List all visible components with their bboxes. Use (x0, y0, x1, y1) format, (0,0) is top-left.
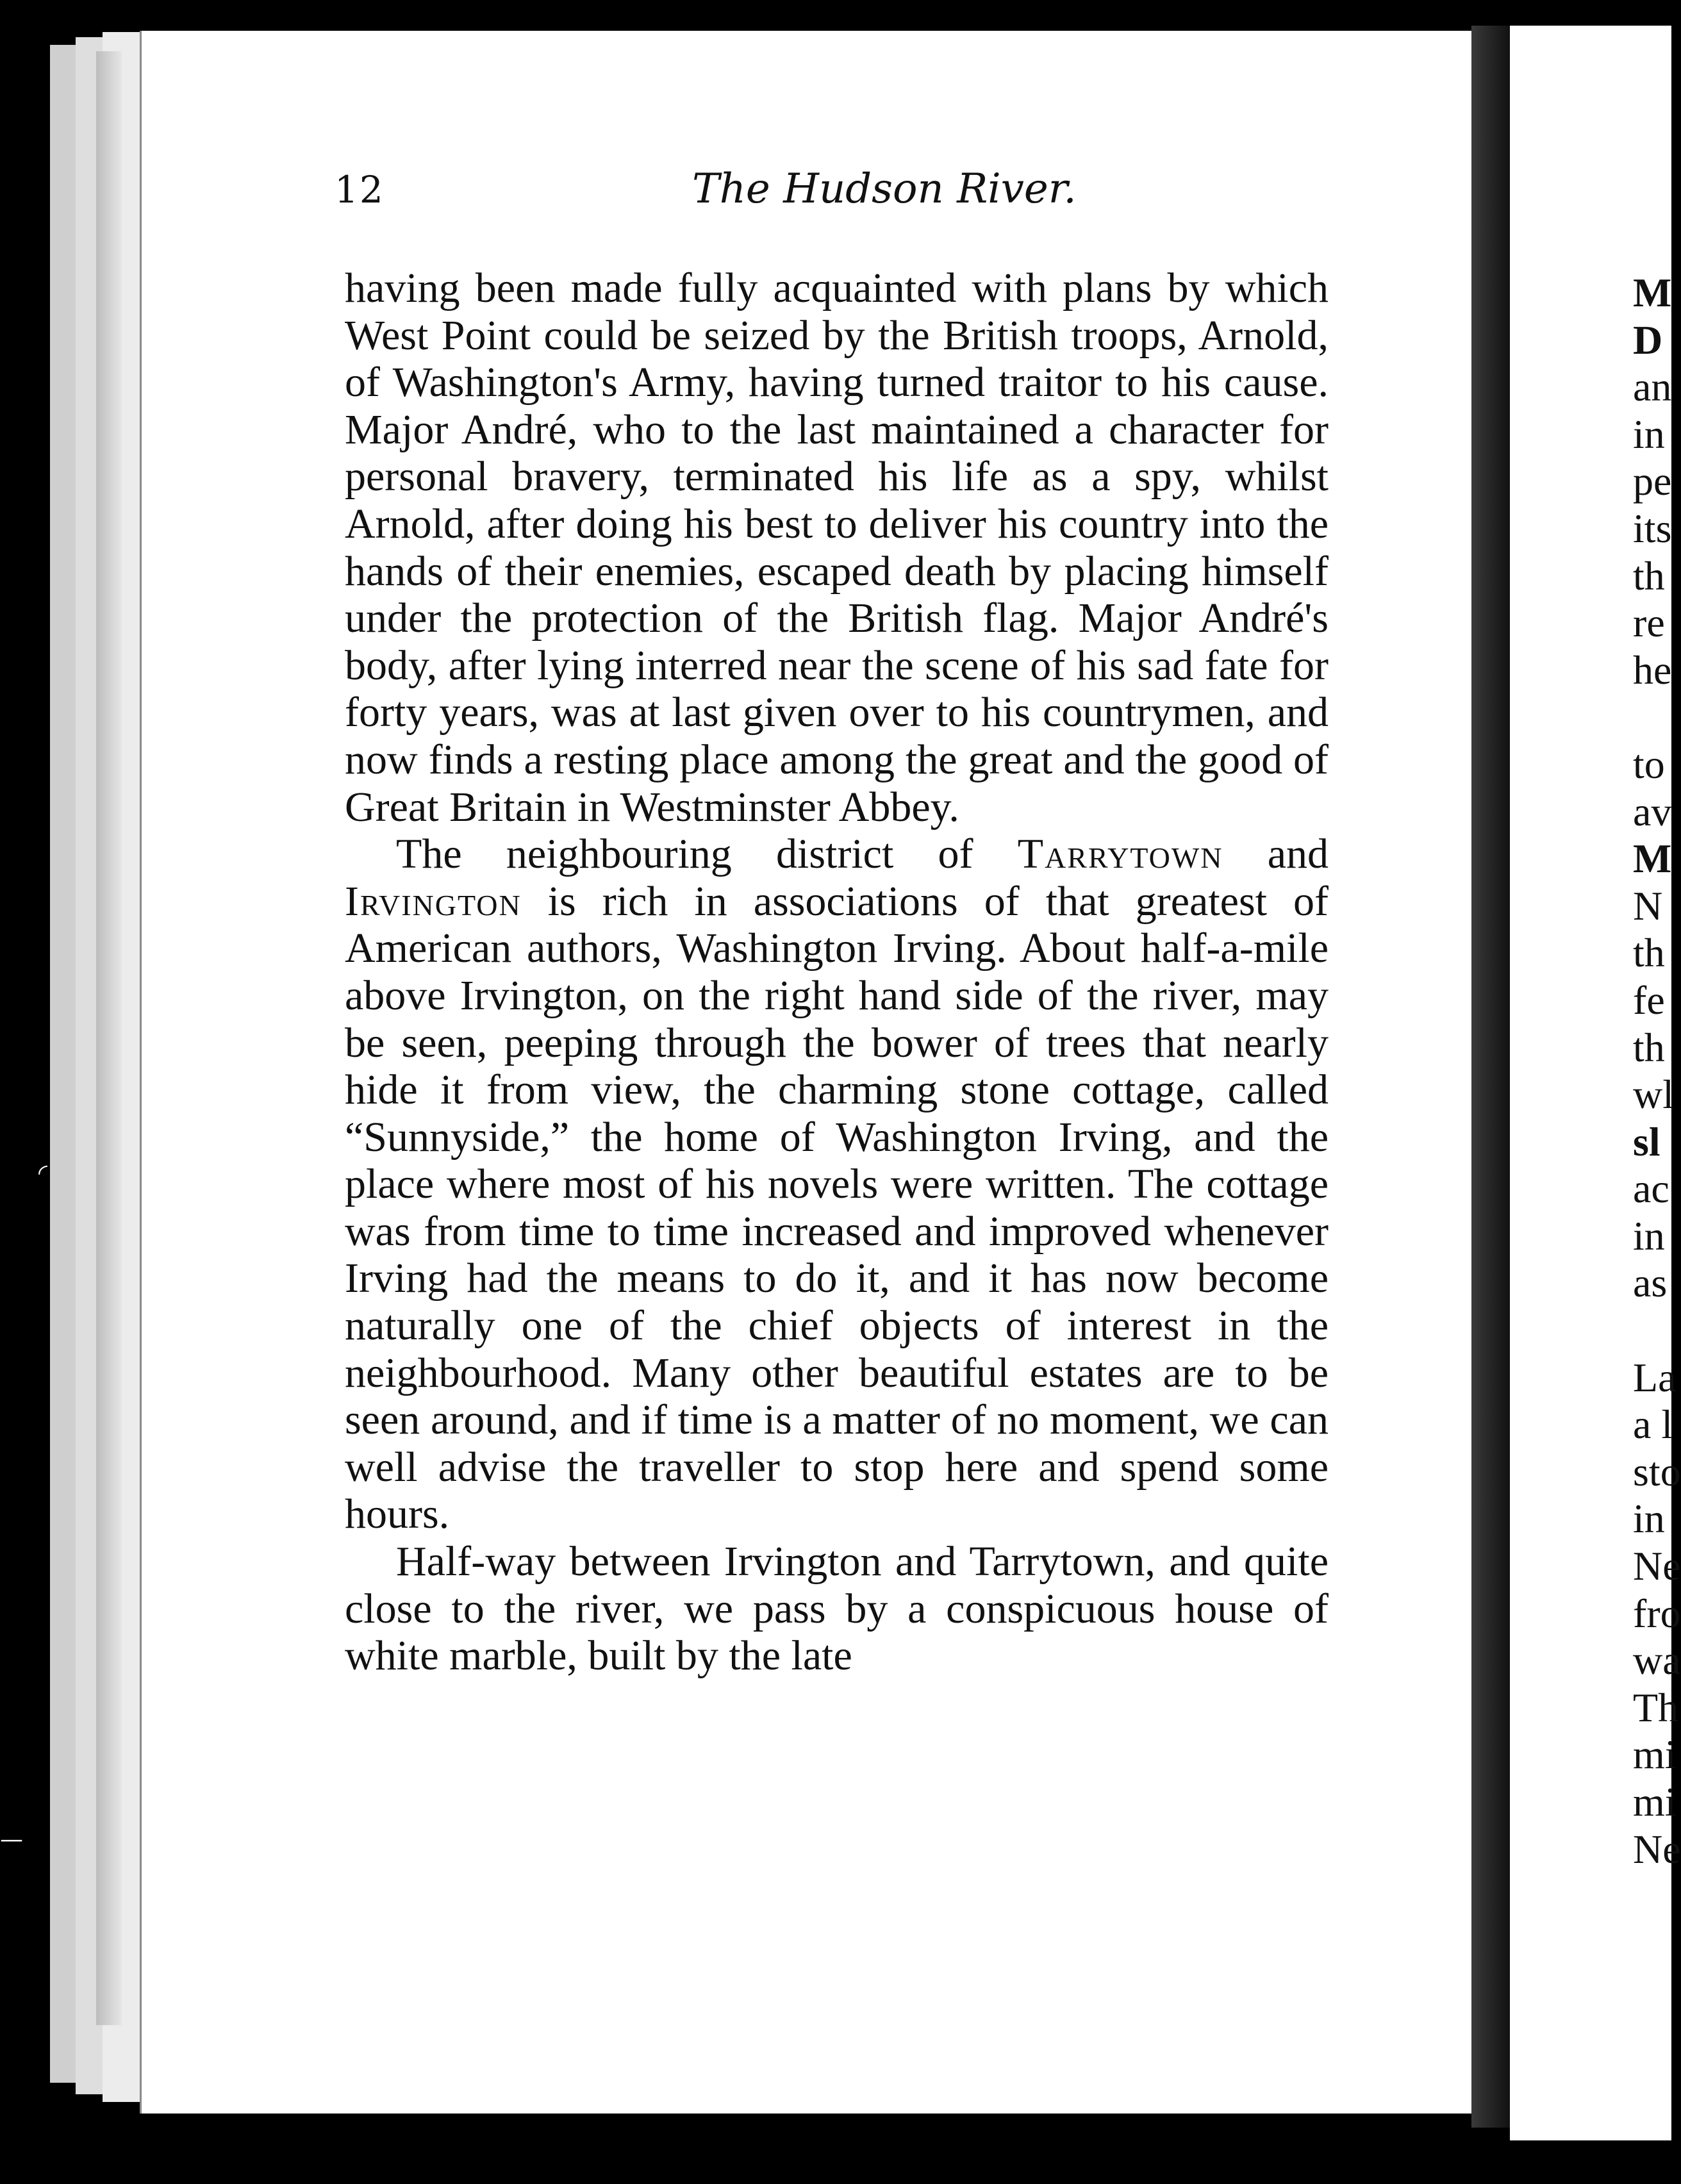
paragraph-1: having been made fully acquainted with plans by which West Point could be seized by the British troops, Arnold, of Washington's Army, having turned traitor to his cause. Major André, who to the last maintained a character for personal bravery, terminated his life as a spy, whilst Arnold, after doing his best to deliver his country into the hands of their enemies, escaped death by placing himself under the protection of the British flag. Major André's body, after lying interred near the scene of his sad fate for forty years, was at last given over to his countrymen, and now finds a resting place among the great and the good of Great Britain in Westminster Abbey. (345, 265, 1329, 831)
paragraph-2-text: The neighbouring district of (396, 831, 1018, 878)
facing-line: he (1633, 647, 1672, 693)
facing-line: fro (1633, 1590, 1681, 1636)
facing-line: mi (1633, 1732, 1677, 1778)
facing-line: wl (1633, 1071, 1674, 1118)
facing-line: in (1633, 1496, 1665, 1542)
facing-line: th (1633, 930, 1665, 976)
facing-line: La (1633, 1354, 1677, 1400)
facing-line: sto (1633, 1448, 1681, 1494)
facing-line: th (1633, 552, 1665, 599)
paragraph-2-text: is rich in associations of that greatest of American authors, Washington Irving. About half-a-mile above Irvington, on the right hand side of the river, may be seen, peeping through the bower of trees that nearly hide it from view, the charming stone cottage, called “Sunnyside,” the home of Washington Irving, and the place where most of his novels were written. The cottage was from time to time increased and improved whenever Irving had the means to do it, and it has now become naturally one of the chief objects of interest in the neighbourhood. Many other beautiful estates are to be seen around, and if time is a matter of no moment, we can well advise the traveller to stop here and spend some hours. (345, 877, 1329, 1538)
facing-line: Ne (1633, 1826, 1681, 1872)
place-name-tarrytown: Tarrytown (1017, 831, 1223, 878)
facing-line: Th (1633, 1684, 1679, 1730)
facing-line: its (1633, 505, 1672, 551)
facing-line: M (1633, 836, 1672, 882)
facing-line: sl (1633, 1118, 1660, 1164)
page-number: 12 (335, 168, 385, 211)
facing-line: to (1633, 741, 1665, 787)
facing-line: as (1633, 1260, 1668, 1306)
facing-line: N (1633, 882, 1663, 929)
facing-line: in (1633, 1212, 1665, 1259)
paragraph-2 (345, 831, 1329, 1538)
paragraph-2-text: and (1223, 831, 1329, 878)
facing-line: ac (1633, 1166, 1669, 1212)
facing-line: an (1633, 364, 1672, 410)
facing-line: th (1633, 1024, 1665, 1070)
facing-line: re (1633, 600, 1665, 646)
facing-line: fe (1633, 977, 1665, 1023)
facing-line: D (1633, 317, 1663, 363)
facing-line: mi (1633, 1779, 1677, 1824)
page-header (192, 165, 1320, 245)
scan-mark: — (0, 1826, 23, 1853)
book-gutter (1471, 26, 1510, 2128)
paragraph-3: Half-way between Irvington and Tarrytown, and quite close to the river, we pass by a conspicuous house of white marble, built by the late (345, 1538, 1329, 1680)
facing-line: in (1633, 411, 1665, 457)
facing-line: M (1633, 270, 1672, 315)
page-edge-shadow (96, 51, 122, 2025)
facing-page-text (1633, 269, 1681, 1873)
running-title: The Hudson River. (692, 165, 1077, 213)
facing-line: a l (1633, 1402, 1673, 1448)
facing-line: wa (1633, 1637, 1681, 1684)
facing-line: Ne (1633, 1543, 1681, 1589)
place-name-irvington: Irvington (345, 877, 522, 925)
scan-mark: ◜ (38, 1160, 47, 1186)
facing-line (1633, 693, 1671, 741)
facing-line: av (1633, 788, 1672, 834)
facing-line: pe (1633, 458, 1672, 504)
body-text (345, 265, 1329, 1680)
facing-line (1633, 1307, 1671, 1354)
